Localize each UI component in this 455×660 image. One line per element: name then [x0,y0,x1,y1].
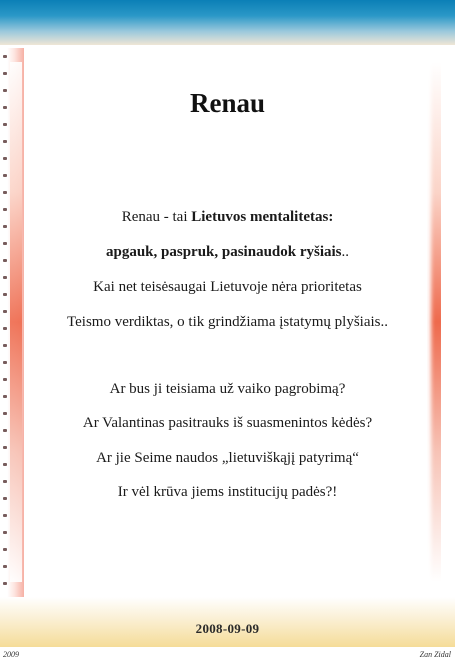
date-label: 2008-09-09 [195,621,260,636]
author-credit: Zan Zidal [419,650,451,659]
poem-line-2-plain: .. [341,244,350,260]
poem-line-8: Ir vėl krūva jiems institucijų padės?! [117,484,338,500]
footer-strip [0,647,455,660]
poem-line-7: Ar jie Seime naudos „lietuviškąjį patyrimą“ [96,450,359,466]
poem-line-2 [0,244,455,261]
header-band [0,0,455,45]
poem-line-5: Ar bus ji teisiama už vaiko pagrobimą? [109,381,346,397]
poem-line-2-bold: apgauk, paspruk, pasinaudok ryšiais [105,244,342,260]
poem-line-1 [0,209,455,226]
year-label: 2009 [3,650,19,659]
poem-line-3: Kai net teisėsaugai Lietuvoje nėra prioritetas [93,279,362,295]
poem-line-6: Ar Valantinas pasitrauks iš suasmenintos kėdės? [82,415,373,431]
poem-line-1-bold: Lietuvos mentalitetas: [191,209,334,225]
poem-line-1-plain: Renau - tai [121,209,192,225]
poem-line-4: Teismo verdiktas, o tik grindžiama įstatymų plyšiais.. [67,314,388,330]
poem-title: Renau [189,88,265,118]
